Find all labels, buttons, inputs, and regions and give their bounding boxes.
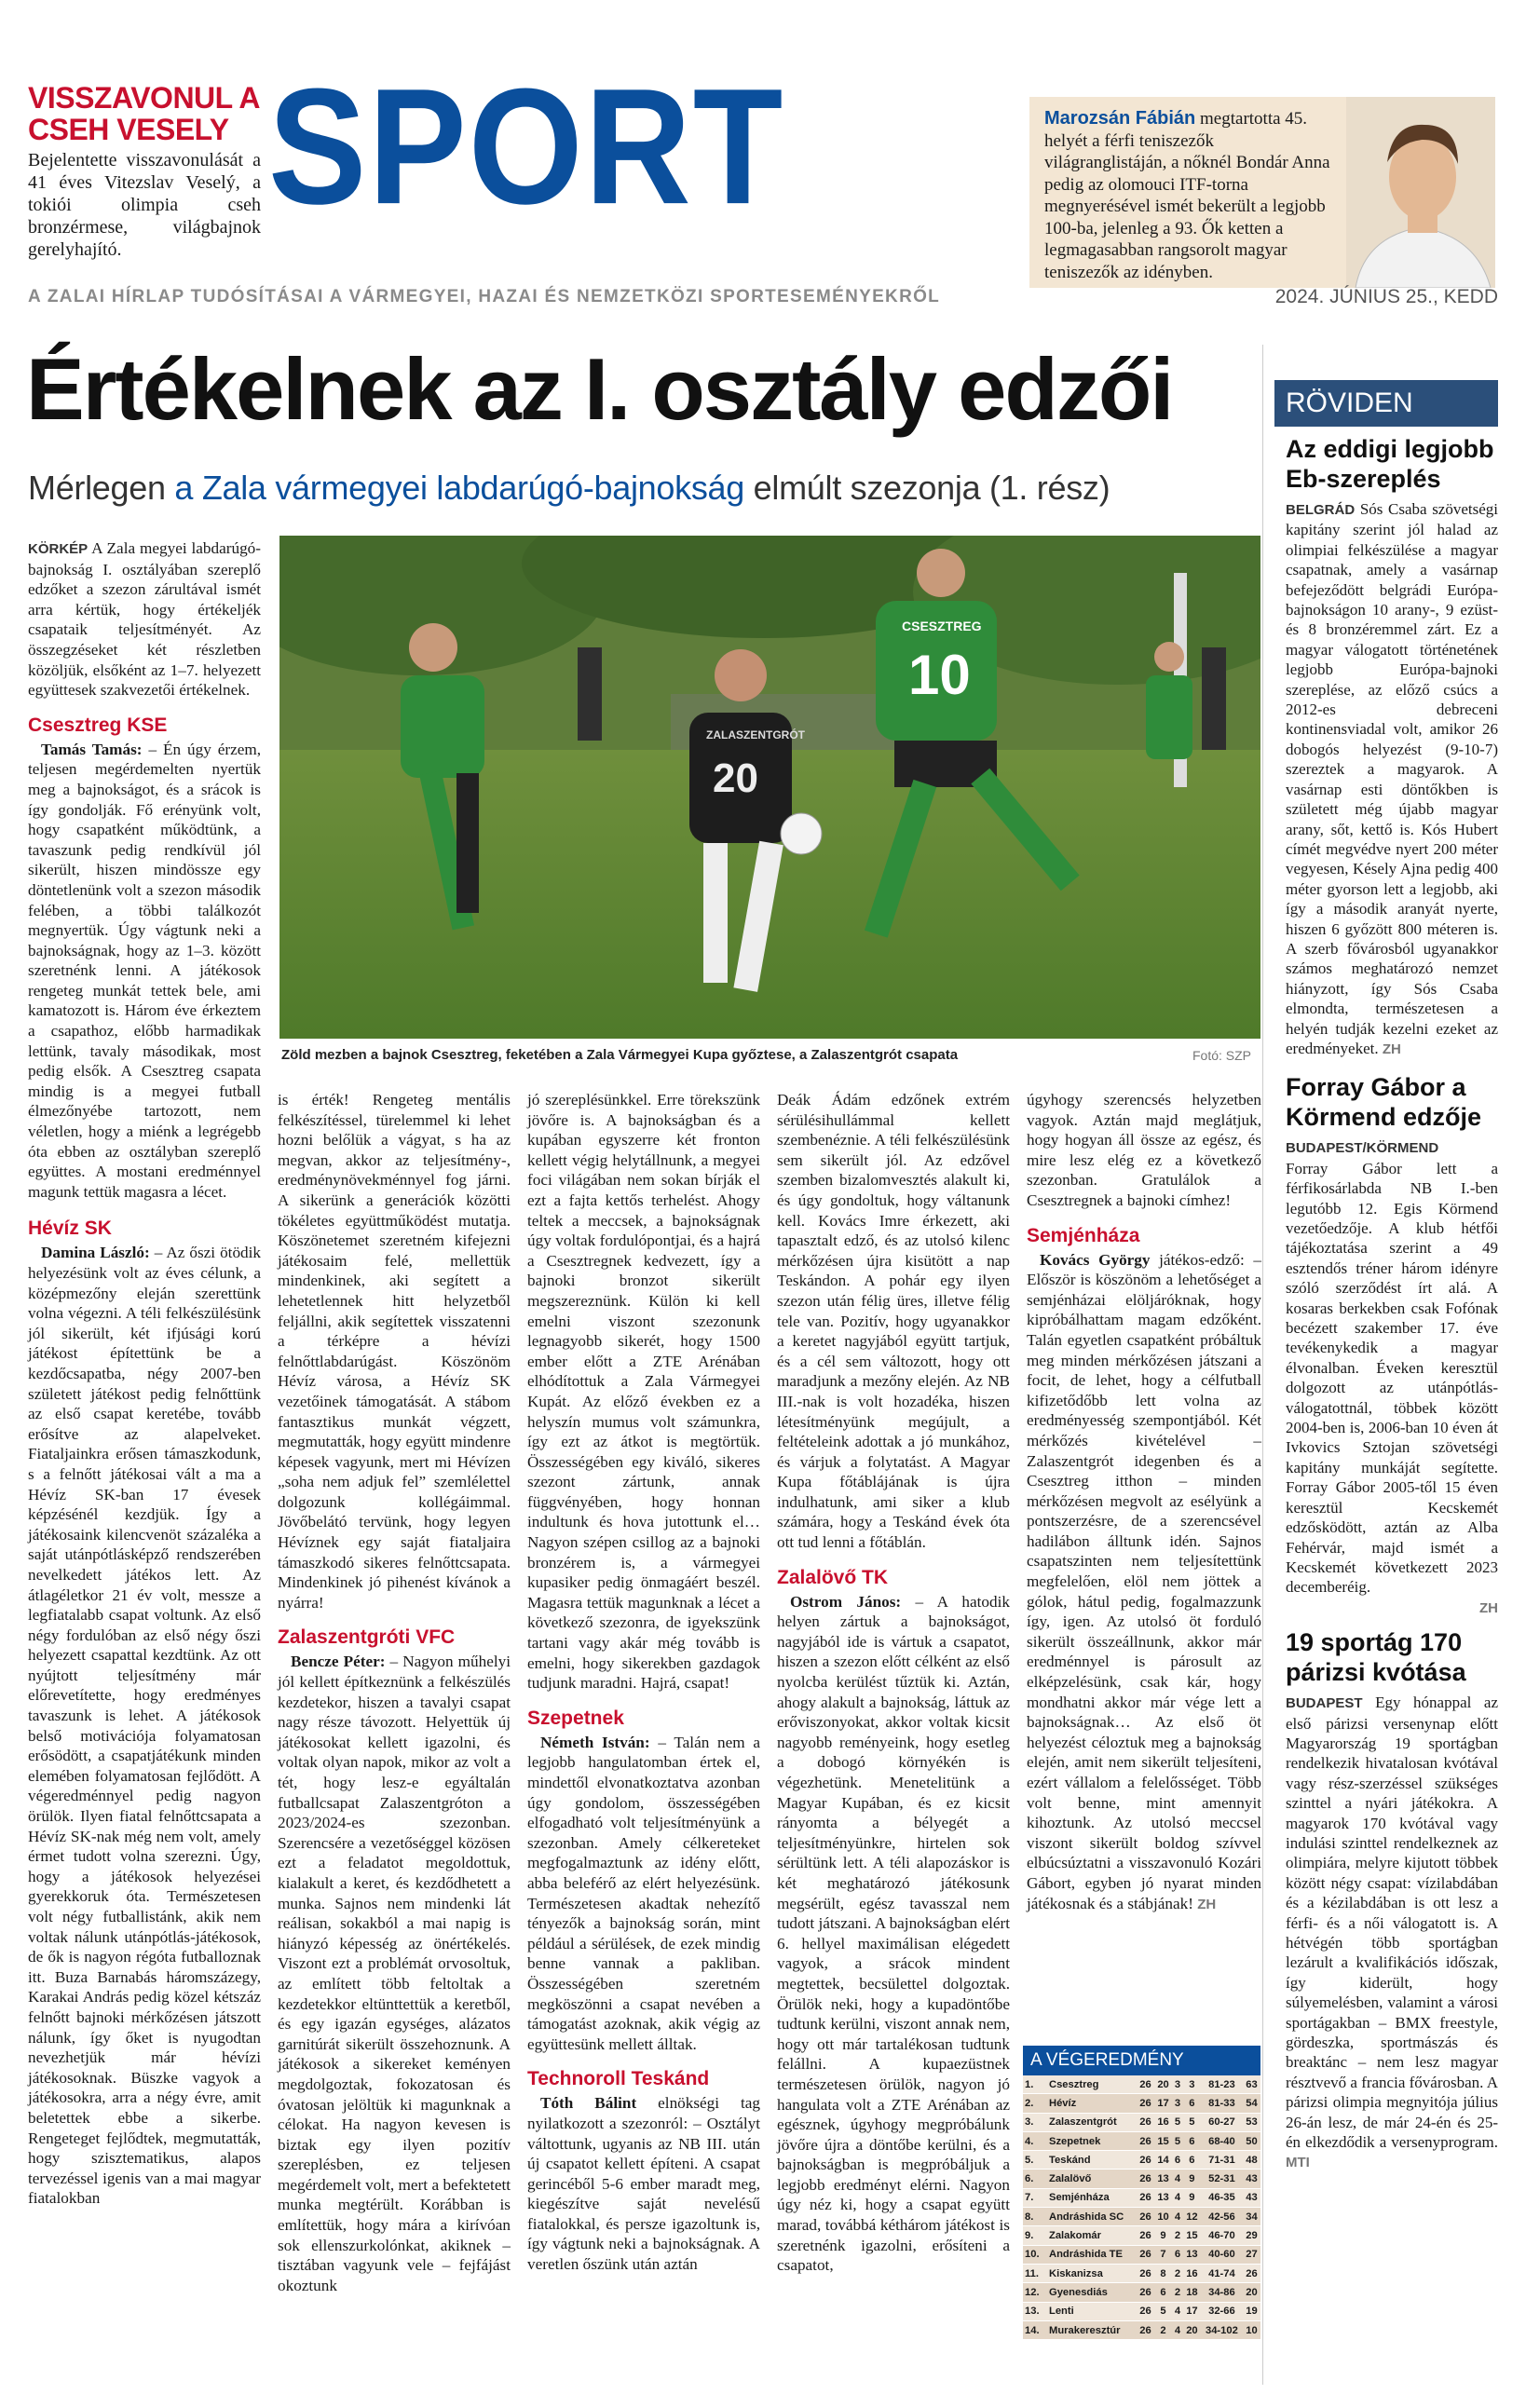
table-cell: 34-102 [1201,2320,1243,2339]
table-cell: 12 [1183,2208,1201,2226]
table-cell: Hévíz [1047,2094,1137,2113]
photo-caption: Zöld mezben a bajnok Csesztreg, feketében a Zala Vármegyei Kupa győztese, a Zalaszentgrót csapata [281,1047,959,1063]
table-cell: 14 [1154,2151,1172,2170]
table-cell: 41-74 [1201,2264,1243,2282]
table-cell: 34 [1243,2208,1260,2226]
table-cell: 26 [1243,2264,1260,2282]
table-cell: 6 [1172,2245,1183,2264]
table-cell: 20 [1183,2320,1201,2339]
table-cell: 5 [1172,2113,1183,2131]
table-row [1023,2094,1260,2113]
table-cell: 26 [1137,2094,1154,2113]
table-cell: 3 [1183,2075,1201,2094]
section-heading-csesztreg: Csesztreg KSE [28,714,168,736]
table-row [1023,2302,1260,2320]
table-cell: 6 [1172,2151,1183,2170]
issue-date: 2024. JÚNIUS 25., KEDD [1274,286,1498,307]
article-column-2: is érték! Rengeteg mentális felkészítéssel, türelemmel ki lehet hozni belőlük a vágyat, s ha az megvan, akkor az teljesítmény-, eredménynövekménnyel fog járni. A sikerünk a generációk közötti tökéletes együttműködést mutatja. Köszönetemet szeretném kifejezni játékosaim felé, mellettük mindenkinek, aki segített a lehetetlennek hitt helyzetből feljállni, akik segítettek visszatenni a térképre a hévízi felnőttlabdarúgást. Köszönöm Hévíz városa, a Hévíz SK vezetőinek támogatását. A stábom fantasztikus munkát végzett, megmutatták, hogy együtt mindenre képesek vagyunk, mert mi Hévízen „soha nem adjuk fel” szemlélettel dolgozunk kollégáimmal. Jövőbelátó tervünk, hogy legyen Hévíznek egy saját fiataljaira támaszkodó sikeres felnőttcsapata. Mindenkinek jó pihenést kívánok a nyárra! Zalaszentgróti VFC Bencze Péter: – Nagyon műhelyi jól kellett építkeznünk a felkészülés kezdetekor, hiszen a tavalyi csapat nagy része távozott. Helyettük új játékosokat kellett igazolni, és voltak olyan napok, mikor az volt a tét, hogy lesz-e egyáltalán futballcsapat Zalaszentgróton a 2023/2024-es szezonban. Szerencsére a vezetőséggel közösen ezt a feladatot megoldottuk, kialakult a keret, és kezdődhetett a munka. Sajnos nem mindenki lát reálisan, sokakból a mai napig is hiányzó képesség az önértékelés. Viszont ezt a problémát orvosoltuk, az említett több feltoltak a kezdetekkor eltünttettük a keretből, és egy igazán egységes, alázatos garnitúrát sikerült összehoznunk. A játékosok a sikereket keményen megdolgoztak, fokozatosan és óvatosan jelöltük ki magunknak a célokat. Ha nagyon kevesen is biztak egy ilyen pozitív szereplésben, ez teljesen megérdemelt volt, mert a befektetett munka megtérült. Korábban is említettük, hogy mára a kirívóan sok ellenszurkolónkat, akiknek – tisztában vagyunk vele – fejfájást okoztunk [278,1091,511,2294]
table-cell: Zalalövő [1047,2170,1137,2188]
table-cell: 13 [1183,2245,1201,2264]
photo-number-1: 10 [908,644,971,706]
table-cell: Andráshida SC [1047,2208,1137,2226]
table-row [1023,2075,1260,2094]
sport-logo: SPORT [268,55,785,239]
table-cell: 26 [1137,2170,1154,2188]
section-heading-zalaszentgrot: Zalaszentgróti VFC [278,1626,456,1649]
table-cell: Csesztreg [1047,2075,1137,2094]
table-cell: 48 [1243,2151,1260,2170]
section-heading-zalalovo: Zalalövő TK [777,1566,889,1588]
briefs-header: RÖVIDEN [1274,380,1498,427]
table-cell: Szepetnek [1047,2131,1137,2150]
table-cell: Teskánd [1047,2151,1137,2170]
table-cell: 10 [1154,2208,1172,2226]
brief-list [1286,427,1498,2173]
table-cell: 17 [1154,2094,1172,2113]
table-row [1023,2226,1260,2245]
section-heading-heviz: Hévíz SK [28,1218,112,1240]
table-cell: 15 [1154,2131,1172,2150]
tagline: A ZALAI HÍRLAP TUDÓSÍTÁSAI A VÁRMEGYEI, HAZAI ÉS NEMZETKÖZI SPORTESEMÉNYEKRŐL [28,287,941,306]
table-cell: 7 [1154,2245,1172,2264]
table-cell: 54 [1243,2094,1260,2113]
masthead-left-title: VISSZAVONUL A CSEH VESELY [28,81,259,146]
table-cell: 5 [1154,2302,1172,2320]
brief-eb: Az eddigi legjobb Eb-szereplés BELGRÁD Sós Csaba szövetségi kapitány szerint jól halad az olimpiai felkészülése a magyar csapatnak, amely a vasárnap befejeződött belgrádi Európa-bajnokságon 10 arany-, 9 ezüst- és 8 bronzéremmel zárt. Ez a magyar válogatott történetének legjobb Európa-bajnoki szereplése, az előző csúcs a 2012-es debreceni kontinensviadal volt, amikor 26 dobogós helyezést (9-10-7) szereztek a magyarok. A vasárnap esti döntőkben is született még újabb magyar arany, sőt, kettő is. Kós Hubert címét megvédve nyert 200 méter vegyesen, Késely Ajna pedig 400 méter gyorson lett a legjobb, aki így a második aranyát nyerte, hiszen 6 győzött 800 méteren is. A szerb fővárosból ugyanakkor számos meghatározó nemzet hiányzott, így Sós Csaba elmondta, természetesen a helyén tudják kezelni ezeket az eredményeket. ZH [1286,435,1499,1057]
table-cell: 4. [1023,2131,1047,2150]
table-cell: 10 [1243,2320,1260,2339]
table-cell: 26 [1137,2075,1154,2094]
table-cell: 9 [1183,2188,1201,2207]
table-cell: 2 [1172,2226,1183,2245]
table-cell: 6 [1183,2094,1201,2113]
masthead-left-brief [28,82,261,261]
match-photo [279,536,1260,1039]
table-row [1023,2283,1260,2302]
table-cell: Gyenesdiás [1047,2283,1137,2302]
photo-jersey-2: ZALASZENTGRÓT [706,728,805,741]
table-cell: 20 [1154,2075,1172,2094]
standings-rows [1023,2075,1260,2340]
table-cell: 18 [1183,2283,1201,2302]
table-cell: 34-86 [1201,2283,1243,2302]
table-cell: 52-31 [1201,2170,1243,2188]
subheadline: Mérlegen a Zala vármegyei labdarúgó-bajnokság elmúlt szezonja (1. rész) [28,469,1110,507]
table-cell: 26 [1137,2302,1154,2320]
table-cell: 26 [1137,2151,1154,2170]
table-cell: 4 [1172,2302,1183,2320]
table-cell: 63 [1243,2075,1260,2094]
table-cell: 6 [1154,2283,1172,2302]
table-cell: Zalakomár [1047,2226,1137,2245]
table-cell: 2 [1172,2264,1183,2282]
table-cell: Semjénháza [1047,2188,1137,2207]
table-row [1023,2113,1260,2131]
table-cell: 6 [1183,2131,1201,2150]
table-cell: 68-40 [1201,2131,1243,2150]
table-cell: Murakeresztúr [1047,2320,1137,2339]
brief-forray: Forray Gábor a Körmend edzője BUDAPEST/KÖRMEND Forray Gábor lett a férfikosárlabda NB I.-ben legutóbb 12. Egis Körmend vezetőedzője. A klub hétfői tájékoztatása szerint a 49 esztendős tréner három idényre szóló szerződést írt alá. A kosaras berkekben csak Fofónak becézett szakember 17. éve tevékenykedik a magyar élvonalban. Éveken keresztül dolgozott az utánpótlás-válogatottnál, többek között 2004-ben is, 2006-ban 10 éven át Ivkovics Sztojan szövetségi kapitány munkáját segítette. Forray Gábor 2005-től 15 éven keresztül Kecskemét edzősködött, aztán az Alba Fehérvár, majd ismét a Kecskemét következett 2023 decemberéig. ZH [1286,1073,1498,1616]
masthead-left-text: Bejelentette visszavonulását a 41 éves Vitezslav Veselý, a tokiói olimpia cseh bronzérmese, világbajnok gerelyhajító. [28,150,261,260]
table-cell: 10. [1023,2245,1047,2264]
brief-kvota-title: 19 sportág 170 párizsi kvótása [1286,1628,1466,1687]
masthead-right-text: Marozsán Fábián megtartotta 45. helyét a férfi teniszezők világranglistáján, a nőknél Bondár Anna pedig az olomouci ITF-torna megnyerésével ismét bekerült a legjobb 100-ba, jelenleg a 93. Ők ketten a legmagasabban rangsorolt magyar teniszezők az idényben. [1044,108,1330,282]
standings-table [1023,2046,1260,2340]
table-cell: 26 [1137,2226,1154,2245]
table-row [1023,2320,1260,2339]
table-cell: 81-33 [1201,2094,1243,2113]
table-cell: 13 [1154,2188,1172,2207]
masthead-right-box [1029,97,1495,288]
table-cell: 2 [1154,2320,1172,2339]
section-heading-semjenhaza: Semjénháza [1027,1224,1140,1246]
table-cell: 60-27 [1201,2113,1243,2131]
column-divider [1262,345,1263,2385]
section-heading-szepetnek: Szepetnek [527,1707,624,1729]
table-cell: 3. [1023,2113,1047,2131]
table-cell: 9 [1183,2170,1201,2188]
article-column-1: KÖRKÉP A Zala megyei labdarúgó-bajnokság I. osztályában szereplő edzőket a szezon zárultával ismét arra kértük, hogy értékeljék csapataik teljesítményét. Az összegzéseket két részletben közöljük, elsőként az 1–7. helyezett együttesek szakvezetői értékelnek. Csesztreg KSE Tamás Tamás: – Én úgy érzem, teljesen megérdemelten nyertük meg a bajnokságot, és a srácok is így gondolják. Fő erényünk volt, hogy csapatként működtünk, a tavaszunk pedig rendkívül jól sikerült, hiszen mindössze egy döntetlenünk volt a szezon második felében, a többi találkozót megnyertük. Úgy vágtunk neki a bajnokságnak, hogy az 1–3. között szeretnénk lenni. A játékosok rengeteg munkát tettek bele, ami kamatozott is. Három éve érkeztem a csapathoz, előbb harmadikak lettünk, tavaly másodikak, most pedig elsők. A Csesztreg csapata mindig is a megyei futball élmezőnyébe tartozott, nem véletlen, hogy a miénk a legrégebb óta ebben az osztályban szereplő együttes. A mostani eredménnyel magunk tettük magasra a lécet. Hévíz SK Damina László: – Az őszi ötödik helyezésünk volt az éves célunk, a középmezőny eleján szerettünk volna végezni. A téli felkészülésünk jól sikerült, két ifjúsági korú játékost építettünk be a kezdőcsapatba, négy 2007-ben született játékost pedig felnőttünk az első csapat keretébe, tovább erősítve az alapelveket. Fiataljainkra erősen támaszkodunk, s a felnőtt játékosai vált a ma a Hévíz SK-ban 17 évesek képzésénél kezdjük. Így a játékosaink kilencvenöt százaléka a saját utánpótlásképző rendszerében nevelkedett játékos lett. Az átlagéletkor 21 év volt, messze a legfiatalabb csapat voltunk. Az első négy fordulóban az első négy őszi helyezett csapattal kezdtünk. Az ott nyújtott teljesítmény már előrevetítette, hogy eredményes tavaszunk is lehet. A játékosok belső motivációja folyamatosan erősödött, a csapatjátékunk minden elemében folyamatosan fejlődött. A végeredménnyel pedig nagyon örülök. Ilyen fiatal felnőttcsapata a Hévíz SK-nak még nem volt, amely érmet tudott volna szerezni. Úgy, hogy a játékosok helyezései gyerekkoruk óta. Természetesen volt négy futballistánk, akik nem voltak nálunk utánpótlás-játékosok, de ők is nagyon régóta futballoznak itt. Buza Barnabás háromszázegy, Karakai András pedig közel kétszáz felnőtt bajnoki mérkőzésen játszott nálunk, így őket is nyugodtan nevezhetjük már hévízi játékosoknak. Büszke vagyok a játékosokra, arra a négy évre, amit beletettek ebbe a sikerbe. Rengeteget fejlődtek, megmutatták, hogy szisztematikus, alapos tervezéssel igenis van a mai magyar fiatalokban [28,539,261,2208]
table-row [1023,2151,1260,2170]
table-cell: 13. [1023,2302,1047,2320]
table-cell: 46-35 [1201,2188,1243,2207]
article-column-5: úgyhogy szerencsés helyzetben vagyok. Aztán majd meglátjuk, hogy hogyan áll össze az egész, és mire lesz elég ez a következő szezonban. Gratulálok a Csesztregnek a bajnoki címhez! Semjénháza Kovács György játékos-edző: – Először is köszönöm a lehetőséget a semjénházai elöljáróknak, hogy kipróbálhattam magam edzőként. Talán egyetlen csapatként próbáltuk meg minden mérkőzésen játszani a focit, de lehet, hogy a célfutball kifizetődőbb lett volna az eredményesség szempontjából. Két mérkőzés kivételével – Zalaszentgrót idegenben és a Csesztreg itthon – minden mérkőzésen megvolt az esélyünk a pontszerzésre, de a szerencsével hadilábon álltunk idén. Sajnos csapatszinten nem teljesítettünk megfelelően, elöl nem jöttek a gólok, hátul pedig, fogalmazzunk így, igen. Az utolsó öt forduló sikerült összeállnunk, akkor már eredménnyel is párosult az elképzelésünk, csak kár, hogy mondhatni akkor már vége lett a bajnokságnak… Az első öt helyezést céloztuk meg a bajnokság elején, amit nem sikerült teljesíteni, ezért vállalom a felelősséget. Több volt benne, mint amennyit kihoztunk. Az utolsó meccsel viszont sikerült boldog szívvel elbúcsúztatni a visszavonuló Kozári Gábort, egyben jó nyarat minden játékosnak és a stábjának! ZH [1027,1091,1261,1912]
table-cell: 26 [1137,2283,1154,2302]
brief-kvota: 19 sportág 170 párizsi kvótása BUDAPEST Egy hónappal az első párizsi versenynap előtt Magyarország 19 sportágban rendelkezik hivatalosan kvótával vagy rész-szerzéssel szükséges szinttel a nyári játékokra. A magyarok 170 kvótával vagy indulási szinttel rendelkeznek az olimpiára, melyre kijutott többek között négy csapat: vízilabdában és a kézilabdában is ott lesz a férfi- és a női válogatott is. A hétvégén több sportágban lezárult a kvalifikációs időszak, így kiderült, hogy súlyemelésben, valamint a városi sportágakban – BMX freestyle, gördeszka, sportmászás és breaktánc – nem lesz magyar résztvevő a francia fővárosban. A párizsi olimpia megnyitója július 26-án lesz, de már 24-én és 25-én elkezdődik a versenyprogram. MTI [1286,1628,1498,2171]
lead-paragraph: KÖRKÉP A Zala megyei labdarúgó-bajnokság I. osztályában szereplő edzőket a szezon zárultával ismét arra kértük, hogy értékeljék csapataik teljesítményét. Az összegzéseket két részletben közöljük, elsőként az 1–7. helyezett együttesek szakvezetői értékelnek. [28,539,261,700]
table-cell: 46-70 [1201,2226,1243,2245]
table-cell: 42-56 [1201,2208,1243,2226]
table-cell: 26 [1137,2264,1154,2282]
table-cell: 5 [1172,2131,1183,2150]
table-cell: 2 [1172,2283,1183,2302]
player-portrait [1346,97,1495,288]
table-cell: 9. [1023,2226,1047,2245]
table-cell: 43 [1243,2170,1260,2188]
table-cell: 15 [1183,2226,1201,2245]
table-cell: 7. [1023,2188,1047,2207]
table-cell: 26 [1137,2113,1154,2131]
table-cell: 5. [1023,2151,1047,2170]
table-cell: 43 [1243,2188,1260,2207]
table-row [1023,2170,1260,2188]
article-column-4: Deák Ádám edzőnek extrém sérülésihullámmal kellett szembenéznie. A téli felkészülésünk sem sikerült jól. Az edzővel szemben bizalomvesztés alakult ki, és úgy gondoltuk, hogy váltanunk kell. Kovács Imre érkezett, aki tapasztalt edző, és az utolsó kilenc mérkőzésen újra kisütött a nap Teskándon. A pohár egy ilyen szezon után félig üres, illetve félig tele van. Pozitív, hogy ugyanakkor a keretet nagyjából együtt tartjuk, és a cél sem változott, hogy ott maradjunk a mezőny elején. Az NB III.-nak is volt hozadéka, hiszen létesítményünk megújult, a feltételeink adottak a jó munkához, és várjuk a folytatást. A Magyar Kupa főtáblájának is újra indulhatunk, ami siker a klub számára, hogy a Teskánd évek óta ott tud lenni a főtáblán. Zalalövő TK Ostrom János: – A hatodik helyen zártuk a bajnokságot, nagyjából ide is vártuk a csapatot, hiszen a szezon előtt célként az első nyolcba kerülést tűztük ki. Aztán, ahogy alakult a bajnokság, láttuk az erőviszonyokat, akkor voltak kicsit nagyobb reményeink, hogy esetleg a dobogó környékén is végezhetünk. Menetelitünk a Magyar Kupában, és ez kicsit rányomta a bélyegét a teljesítményünkre, hirtelen sok sérültünk lett. A téli alapozáskor is két meghatározó játékosunk megsérült, egész tavasszal nem tudott játszani. A bajnokságban elért 6. hellyel maximálisan elégedett vagyok, a srácok mindent megtettek, becsülettel dolgoztak. Örülök neki, hogy a kupadöntőbe tudtunk kerülni, viszont annak nem, hogy ott már tartalékosan tudtunk felállni. A kupaezüstnek természetesen örülök, nagyon jó hangulata volt a ZTE Arénában az egésznek, úgyhogy megpróbálunk jövőre újra a döntőbe kerülni, és a bajnokságban is megpróbáljuk a legjobb eredményt elérni. Nagyon úgy néz ki, hogy a csapat együtt marad, továbbá kéthárom játékost is szeretnénk igazolni, erősíteni a csapatot, [777,1091,1010,2275]
table-cell: 81-23 [1201,2075,1243,2094]
table-cell: 6. [1023,2170,1047,2188]
table-row [1023,2245,1260,2264]
table-cell: Kiskanizsa [1047,2264,1137,2282]
table-cell: 4 [1172,2188,1183,2207]
masthead-right-name: Marozsán Fábián [1044,108,1196,129]
table-cell: 26 [1137,2131,1154,2150]
table-cell: 16 [1154,2113,1172,2131]
table-cell: Zalaszentgrót [1047,2113,1137,2131]
table-cell: 5 [1183,2113,1201,2131]
photo-credit: Fotó: SZP [1192,1048,1252,1063]
table-row [1023,2188,1260,2207]
table-cell: 26 [1137,2188,1154,2207]
signature: ZH [1197,1896,1217,1912]
table-cell: 2. [1023,2094,1047,2113]
table-cell: 6 [1183,2151,1201,2170]
table-cell: 4 [1172,2320,1183,2339]
table-cell: 4 [1172,2170,1183,2188]
table-row [1023,2208,1260,2226]
brief-eb-title: Az eddigi legjobb Eb-szereplés [1286,435,1494,493]
standings-title: A VÉGEREDMÉNY [1023,2046,1260,2075]
article-column-3: jó szereplésünkkel. Erre törekszünk jövőre is. A bajnokságban és a kupában egyszerre két fronton kellett végig helytállnunk, a megyei foci világában nem sokan bírják el ezt a fajta kettős terhelést. Ahogy teltek a meccsek, a bajnokságnak úgy voltak fordulópontjai, és a hajrá a Csesztregnek kedvezett, így a bajnoki bronzot sikerült megszereznünk. Külön ki kell emelni viszont szezonunk legnagyobb sikerét, hogy 1500 ember előtt a ZTE Arénában elhódítottuk a Zala Vármegyei Kupát. Az előző években ez a helyszín mumus volt számunkra, így ezt az átkot is megtörtük. Összességében egy kiváló, sikeres szezont zártunk, annak függvényében, hogy honnan indultunk és hova jutottunk el… Nagyon szépen csillog az a bajnoki bronzérem is, a vármegyei kupasiker pedig önmagáért beszél. Magasra tettük magunknak a lécet a következő szezonra, de igyekszünk tartani vagy akár még tovább is emelni, hogy sikerekben gazdagok tudjunk maradni. Hajrá, csapat! Szepetnek Németh István: – Talán nem a legjobb hangulatomban értek el, mindettől elvonatkoztatva azonban úgy gondolom, összességében elfogadható volt teljesítményünk a szezonban. Amely célkereteket megfogalmaztunk az idény előtt, abba beleférő az elért helyezésünk. Természetesen akadtak nehezítő tényezők a bajnokság során, mint például a sérülések, de ezek mindig benne vannak a pakliban. Összességében szeretném megköszönni a csapat nevében a támogatást azoknak, akik végig az együttesünk mellett álltak. Technoroll Teskánd Tóth Bálint elnökségi tag nyilatkozott a szezonról: – Osztályt váltottunk, ugyanis az NB III. után új csapatot kellett építeni. A csapat gerincéből 5-6 ember maradt meg, kiegészítve saját nevelésű fiatalokkal, és persze igazoltunk is, így vágtunk neki a bajnokságnak. A veretlen őszünk után aztán [527,1091,761,2274]
section-heading-teskand: Technoroll Teskánd [527,2068,710,2090]
table-cell: 11. [1023,2264,1047,2282]
headline: Értékelnek az I. osztály edzői [26,340,1173,438]
table-cell: 13 [1154,2170,1172,2188]
table-row [1023,2131,1260,2150]
table-cell: 8 [1154,2264,1172,2282]
brief-forray-title: Forray Gábor a Körmend edzője [1286,1073,1482,1132]
table-cell: 14. [1023,2320,1047,2339]
table-cell: 4 [1172,2208,1183,2226]
table-cell: 1. [1023,2075,1047,2094]
table-cell: 16 [1183,2264,1201,2282]
table-cell: 17 [1183,2302,1201,2320]
table-cell: 3 [1172,2094,1183,2113]
table-cell: 26 [1137,2245,1154,2264]
photo-number-2: 20 [713,755,758,801]
table-cell: 26 [1137,2208,1154,2226]
table-cell: 71-31 [1201,2151,1243,2170]
table-cell: 27 [1243,2245,1260,2264]
table-cell: 40-60 [1201,2245,1243,2264]
table-cell: 26 [1137,2320,1154,2339]
table-cell: 19 [1243,2302,1260,2320]
table-cell: Lenti [1047,2302,1137,2320]
table-cell: 32-66 [1201,2302,1243,2320]
table-cell: 20 [1243,2283,1260,2302]
photo-jersey-1: CSESZTREG [902,619,982,633]
table-cell: 3 [1172,2075,1183,2094]
table-cell: Andráshida TE [1047,2245,1137,2264]
table-cell: 8. [1023,2208,1047,2226]
table-cell: 12. [1023,2283,1047,2302]
table-cell: 53 [1243,2113,1260,2131]
table-row [1023,2264,1260,2282]
table-cell: 29 [1243,2226,1260,2245]
table-cell: 9 [1154,2226,1172,2245]
table-cell: 50 [1243,2131,1260,2150]
